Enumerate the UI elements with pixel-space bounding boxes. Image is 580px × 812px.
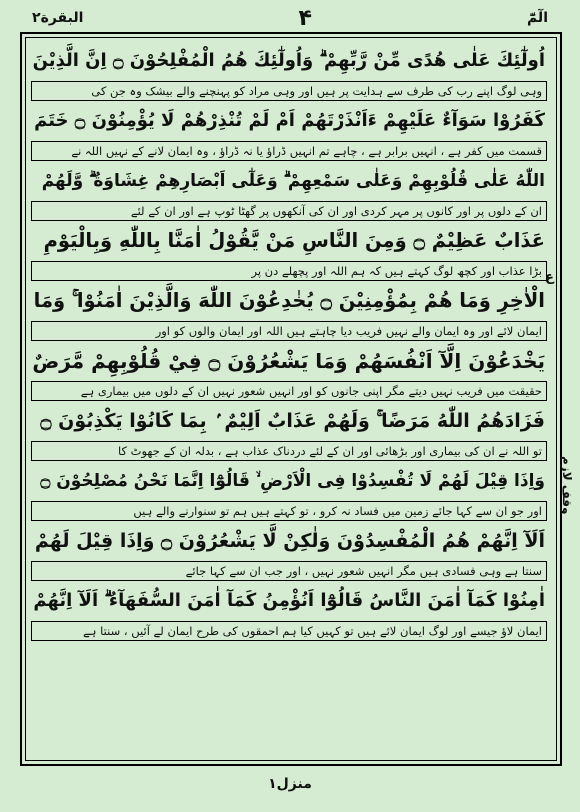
translation-line: حقیقت میں فریب نہیں دیتے مگر اپنی جانوں کو اور انہیں شعور نہیں ان کے دلوں میں بیماری ہے [31, 381, 547, 401]
arabic-line: كَفَرُوْا سَوَآءٌ عَلَيْهِمْ ءَاَنْذَرْتَهُمْ اَمْ لَمْ تُنْذِرْهُمْ لَا يُؤْمِنُوْنَ ۝ خَتَمَ [34, 110, 545, 131]
arabic-line: فَزَادَهُمُ اللّٰهُ مَرَضًا ۚ وَلَهُمْ عَذَابٌ اَلِيْمٌ ۢ بِمَا كَانُوْا يَكْذِبُوْنَ ۝ [40, 410, 545, 432]
text-block [31, 41, 547, 753]
translation-line: قسمت میں کفر ہے ، انہیں برابر ہے ، چاہے تم انہیں ڈراؤ یا نہ ڈراؤ ، وہ ایمان لانے کے نہیں اللہ نے [31, 141, 547, 161]
translation-line: ان کے دلوں پر اور کانوں پر مہر کردی اور ان کی آنکھوں پر گھٹا ٹوپ ہے اور ان کے لئے [31, 201, 547, 221]
translation-line: اور جو ان سے کہا جائے زمین میں فساد نہ کرو ، تو کہتے ہیں ہم تو سنوارنے والے ہیں [31, 501, 547, 521]
arabic-line: اٰمِنُوْا كَمَآ اٰمَنَ النَّاسُ قَالُوْٓا اَنُؤْمِنُ كَمَآ اٰمَنَ السُّفَهَآءُ ۗ اَلَآ اِنَّهُمْ [33, 590, 545, 611]
arabic-line: اَلَآ اِنَّهُمْ هُمُ الْمُفْسِدُوْنَ وَلٰكِنْ لَّا يَشْعُرُوْنَ ۝ وَاِذَا قِيْلَ لَهُمْ [34, 530, 545, 552]
arabic-line: الْاٰخِرِ وَمَا هُمْ بِمُؤْمِنِيْنَ ۝ يُخٰدِعُوْنَ اللّٰهَ وَالَّذِيْنَ اٰمَنُوْا ۚ وَمَا [33, 289, 545, 312]
translation-line: سنتا ہے وہی فسادی ہیں مگر انہیں شعور نہیں ، اور جب ان سے کہا جائے [31, 561, 547, 581]
surah-juz-title: الٓمّٓ [526, 10, 548, 26]
ruku-mark: ع [545, 270, 554, 285]
arabic-line: عَذَابٌ عَظِيْمٌ ۝ وَمِنَ النَّاسِ مَنْ يَّقُوْلُ اٰمَنَّا بِاللّٰهِ وَبِالْيَوْمِ [43, 229, 545, 252]
waqf-lazim-mark: وقف لازم [560, 455, 574, 515]
translation-line: تو اللہ نے ان کی بیماری اور بڑھائی اور ان کے لئے دردناک عذاب ہے ، بدلہ ان کے جھوٹ کا [31, 441, 547, 461]
arabic-line: اُولٰٓئِكَ عَلٰى هُدًى مِّنْ رَّبِّهِمْ ۗ وَاُولٰٓئِكَ هُمُ الْمُفْلِحُوْنَ ۝ اِنَّ الَّذِيْنَ [32, 50, 545, 71]
arabic-line: يَخْدَعُوْنَ اِلَّآ اَنْفُسَهُمْ وَمَا يَشْعُرُوْنَ ۝ فِيْ قُلُوْبِهِمْ مَّرَضٌ [32, 349, 545, 373]
arabic-line: اللّٰهُ عَلٰى قُلُوْبِهِمْ وَعَلٰى سَمْعِهِمْ ۗ وَعَلٰٓى اَبْصَارِهِمْ غِشَاوَةٌ ۗ وَّلَهُمْ [41, 171, 545, 191]
arabic-line: وَاِذَا قِيْلَ لَهُمْ لَا تُفْسِدُوْا فِى الْاَرْضِ ۙ قَالُوْٓا اِنَّمَا نَحْنُ مُصْلِحُوْنَ ۝ [40, 471, 545, 491]
translation-line: بڑا عذاب اور کچھ لوگ کہتے ہیں کہ ہم اللہ اور پچھلے دن پر [31, 261, 547, 281]
page-number: ۴ [298, 5, 312, 31]
manzil-label: منزل۱ [268, 776, 312, 792]
translation-line: وہی لوگ اپنے رب کی طرف سے ہدایت پر ہیں اور وہی مراد کو پہنچنے والے بیشک وہ جن کی [31, 81, 547, 101]
page-header [32, 6, 548, 30]
translation-line: ایمان لائے اور وہ ایمان والے نہیں فریب دیا چاہتے ہیں اللہ اور ایمان والوں کو اور [31, 321, 547, 341]
page-frame [20, 32, 562, 766]
translation-line: ایمان لاؤ جیسے اور لوگ ایمان لائے ہیں تو کہیں کیا ہم احمقوں کی طرح ایمان لے آئیں ، سنتا ہے [31, 621, 547, 641]
surah-name: البقرة۲ [32, 10, 84, 26]
